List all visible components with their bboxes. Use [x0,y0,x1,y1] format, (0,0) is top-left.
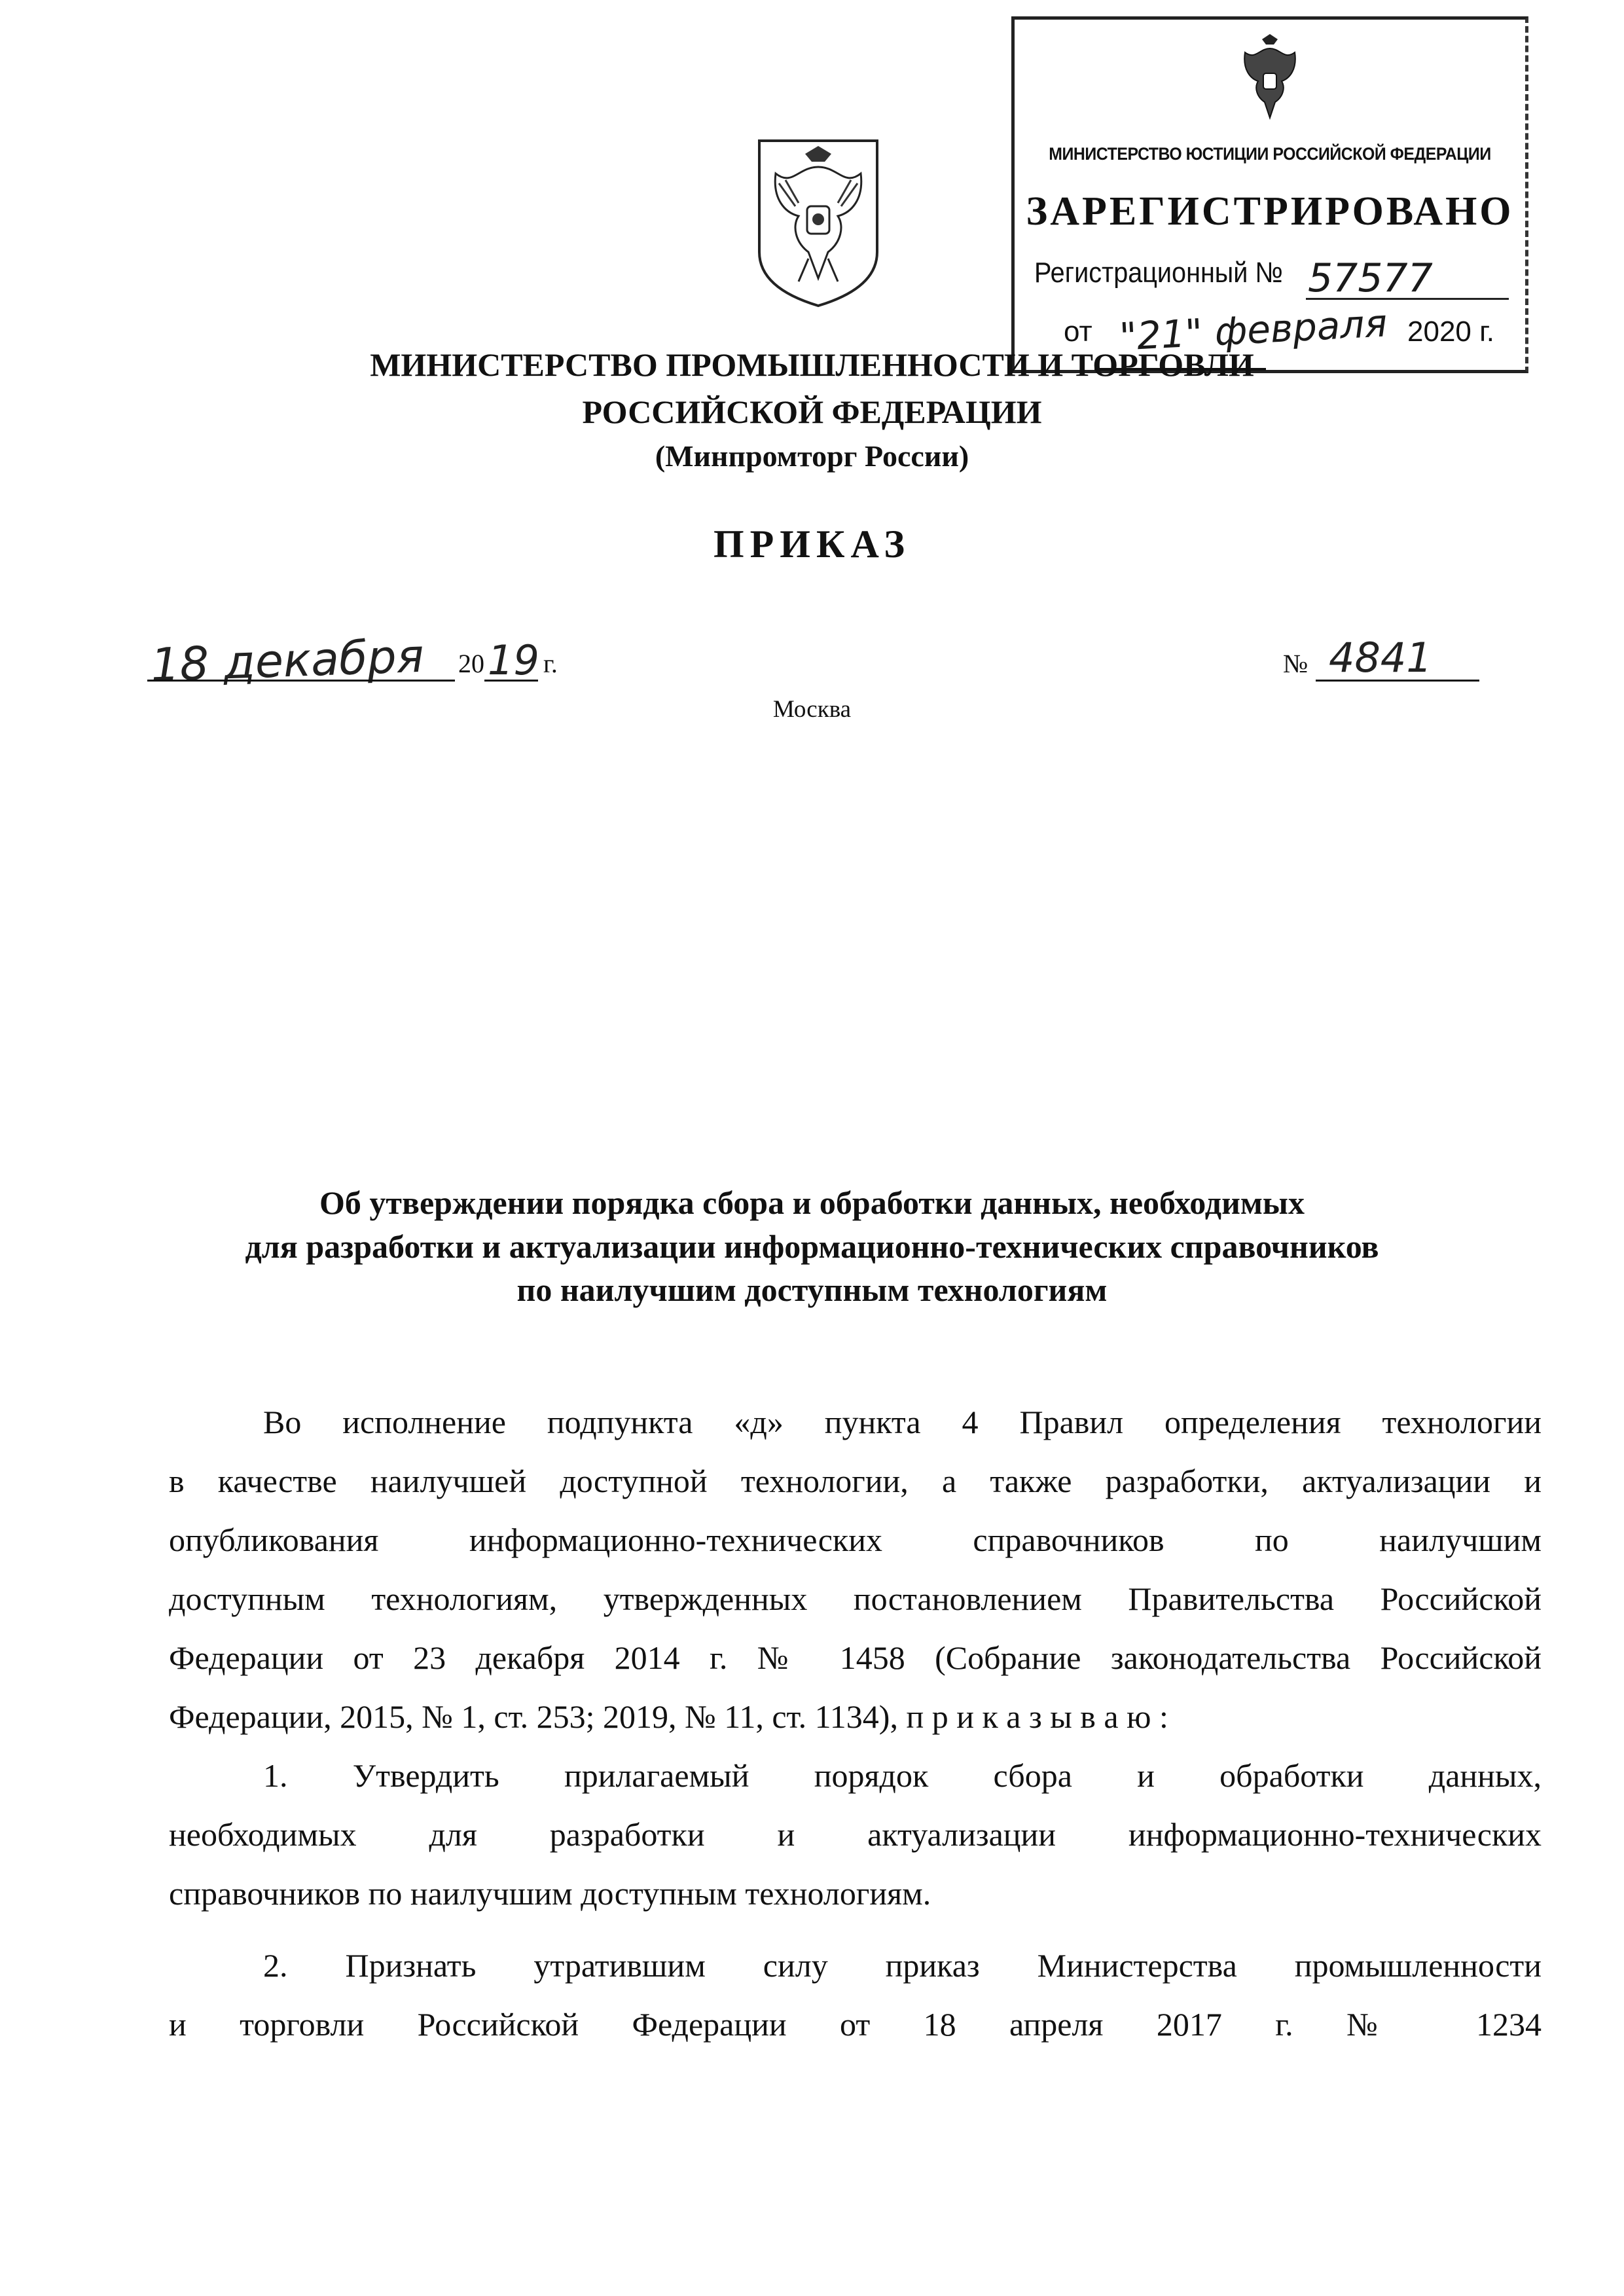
stamp-ministry-name: МИНИСТЕРСТВО ЮСТИЦИИ РОССИЙСКОЙ ФЕДЕРАЦИИ [1049,144,1491,164]
order-date-handwritten: 18 декабря [149,629,425,693]
registration-stamp [1011,16,1528,373]
order-year-suffix: г. [543,649,558,678]
body-text-line: опубликования информационно-технических справочников по наилучшим [169,1522,1542,1558]
order-title: ПРИКАЗ [713,522,911,566]
document-title-line: по наилучшим доступным технологиям [516,1271,1108,1308]
order-city: Москва [772,696,852,723]
body-text-line: справочников по наилучшим доступным технологиям. [169,1875,931,1912]
body-text-line: Во исполнение подпункта «д» пункта 4 Правил определения технологии [263,1404,1542,1440]
body-text-line: 2. Признать утратившим силу приказ Министерства промышленности [263,1947,1542,1984]
stamp-reg-underline [1306,298,1509,300]
body-text-line: необходимых для разработки и актуализации информационно-технических [169,1816,1542,1853]
order-number-underline [1316,680,1479,682]
stamp-date-handwritten: "21" февраля [1118,301,1388,359]
stamp-year: 2020 г. [1407,316,1495,348]
order-date-underline [147,680,455,682]
body-text-line: Федерации от 23 декабря 2014 г. № 1458 (Собрание законодательства Российской [169,1639,1542,1676]
ministry-name-line2: РОССИЙСКОЙ ФЕДЕРАЦИИ [582,393,1042,430]
stamp-reg-label: Регистрационный № [1034,257,1283,289]
body-text-line: Федерации, 2015, № 1, ст. 253; 2019, № 11, ст. 1134), п р и к а з ы в а ю : [169,1698,1168,1735]
ministry-name-line1: МИНИСТЕРСТВО ПРОМЫШЛЕННОСТИ И ТОРГОВЛИ [370,346,1254,383]
stamp-status: ЗАРЕГИСТРИРОВАНО [1026,189,1514,234]
body-text-line: в качестве наилучшей доступной технологии, а также разработки, актуализации и [169,1463,1542,1499]
body-text-line: доступным технологиям, утвержденных постановлением Правительства Российской [169,1580,1542,1617]
stamp-overlap-strike [1094,368,1266,371]
document-title-line: для разработки и актуализации информационно-технических справочников [245,1228,1379,1265]
body-text-line: и торговли Российской Федерации от 18 апреля 2017 г. № 1234 [169,2006,1542,2043]
body-text-line: 1. Утвердить прилагаемый порядок сбора и обработки данных, [263,1757,1542,1794]
order-year-underline [484,680,538,682]
order-number-label: № [1283,649,1308,678]
ministry-short-name: (Минпромторг России) [655,439,969,473]
document-title-line: Об утверждении порядка сбора и обработки данных, необходимых [319,1184,1305,1221]
order-year-prefix: 20 [458,649,484,678]
order-year-handwritten: 19 [488,636,539,684]
stamp-emblem-icon [1231,31,1309,130]
coat-of-arms-emblem [746,128,890,311]
stamp-date-prefix: от [1064,316,1092,348]
stamp-reg-number: 57577 [1308,255,1433,301]
order-number-handwritten: 4841 [1329,634,1432,682]
